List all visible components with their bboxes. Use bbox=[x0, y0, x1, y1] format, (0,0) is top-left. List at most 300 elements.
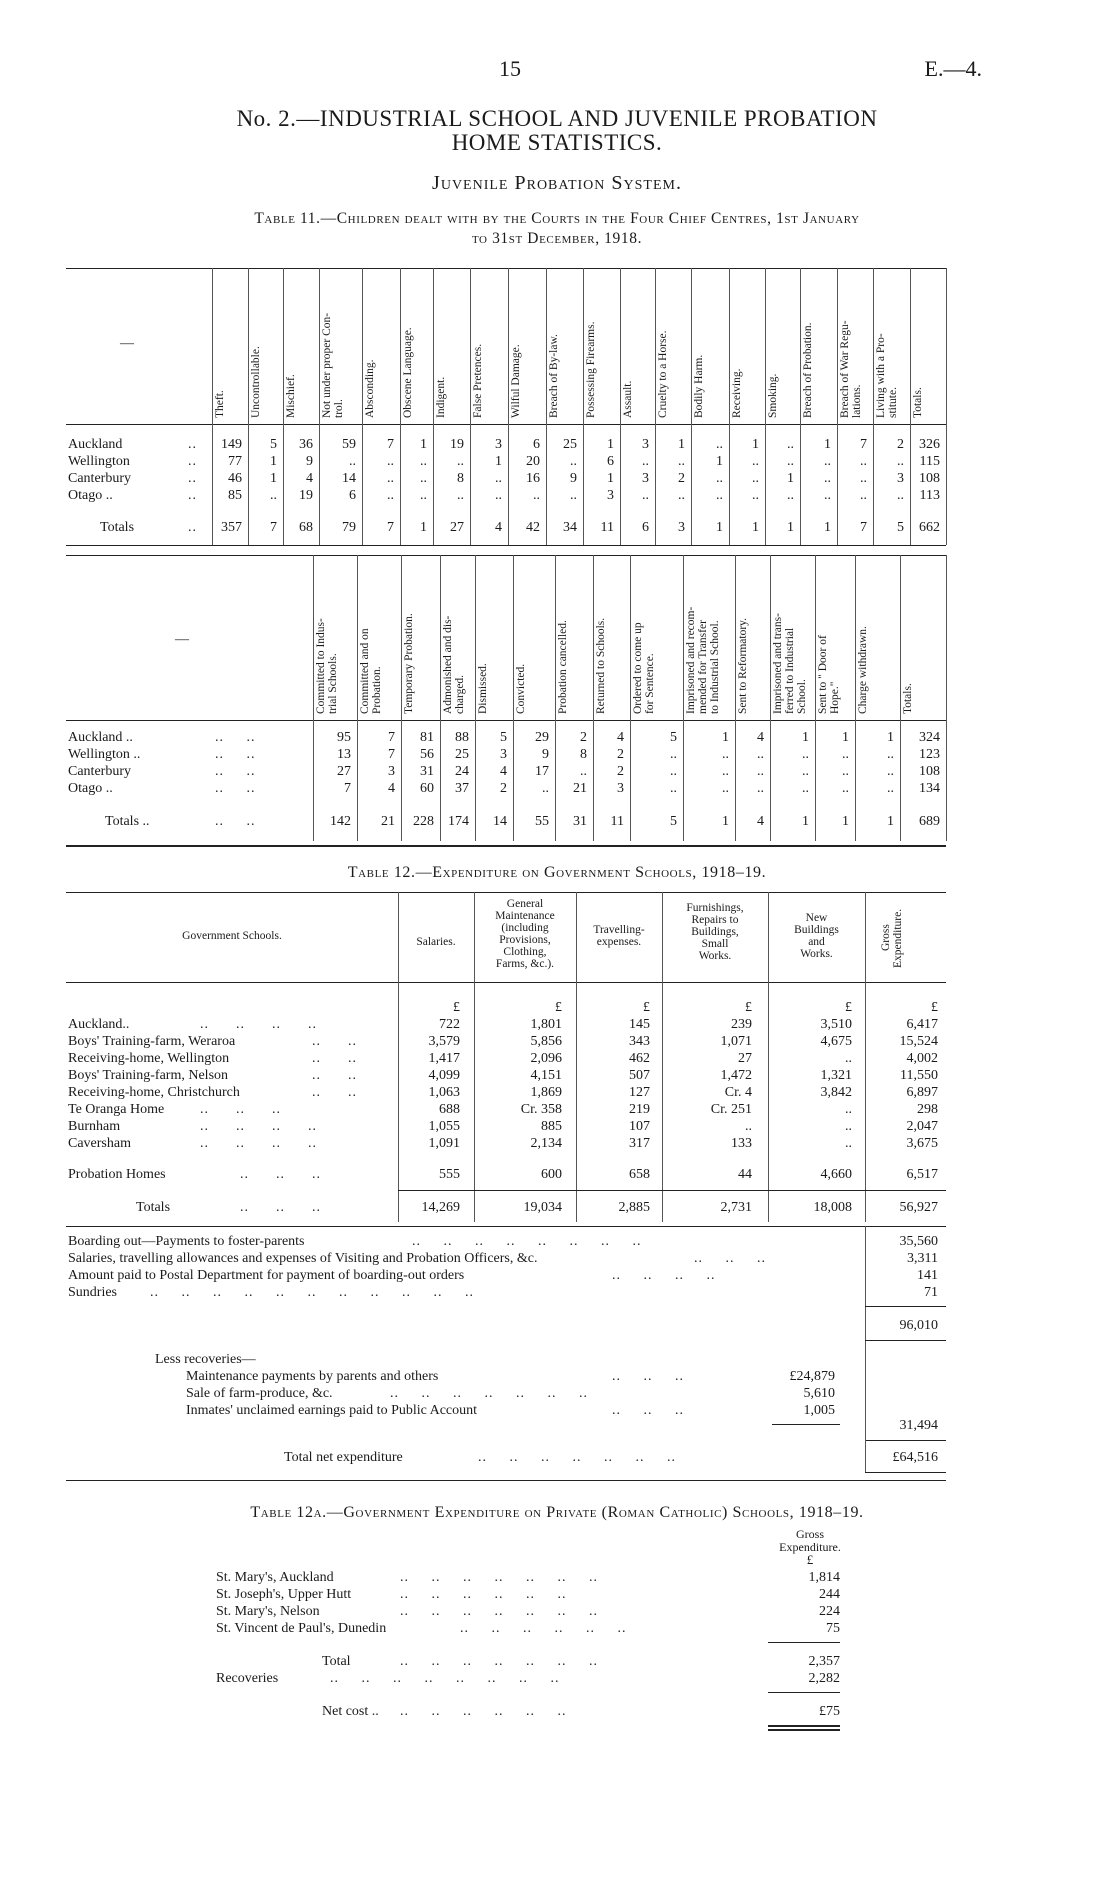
table11-part2-totals-cell: 1 bbox=[722, 814, 729, 829]
table11-part1-column-header: Totals. bbox=[912, 387, 924, 418]
table12a-net-double-rule-2 bbox=[768, 1729, 840, 1731]
table11-part2-cell: .. bbox=[842, 764, 849, 779]
table12-recovery-value: £24,879 bbox=[789, 1369, 835, 1384]
table12-extra-label: Sundries bbox=[68, 1285, 117, 1300]
table11-part2-row-dots: .. .. bbox=[215, 730, 256, 745]
table11-part1-column-header: Mischief. bbox=[285, 374, 297, 418]
table12-cell: 462 bbox=[629, 1051, 650, 1066]
table11-part2-cell: 81 bbox=[420, 730, 434, 745]
table11-part2-cell: .. bbox=[802, 747, 809, 762]
table12a-row-dots: .. .. .. .. .. .. bbox=[460, 1621, 627, 1636]
table11-part1-totals-cell: 357 bbox=[221, 520, 242, 535]
table11-part1-cell: .. bbox=[387, 471, 394, 486]
table11-part2-header-rule bbox=[66, 720, 946, 721]
table12-cell: 4,099 bbox=[428, 1068, 460, 1083]
table12-extra-value: 71 bbox=[924, 1285, 938, 1300]
table12-cell: .. bbox=[745, 1119, 752, 1134]
table12-extra-dots: .. .. .. .. .. .. .. .. bbox=[412, 1234, 642, 1249]
table12-cell: 15,524 bbox=[899, 1034, 938, 1049]
table11-part2-cell: 5 bbox=[500, 730, 507, 745]
table12-totals-cell: 18,008 bbox=[813, 1200, 852, 1215]
column-rule bbox=[946, 268, 947, 545]
table11-part1-bottom-rule bbox=[66, 545, 946, 546]
table12-cell: 3,842 bbox=[820, 1085, 852, 1100]
table11-part1-totals-cell: 1 bbox=[824, 520, 831, 535]
table12a-row-label: St. Mary's, Auckland bbox=[216, 1570, 334, 1585]
table11-part2-totals-cell: 174 bbox=[448, 814, 469, 829]
table11-part1-stub-dash: — bbox=[120, 336, 134, 351]
table11-part1-totals-cell: 7 bbox=[270, 520, 277, 535]
table11-part1-cell: 6 bbox=[607, 454, 614, 469]
table11-part2-cell: 324 bbox=[919, 730, 940, 745]
table11-part1-column-header: Living with a Pro- stitute. bbox=[875, 333, 899, 418]
table11-part1-cell: .. bbox=[860, 471, 867, 486]
table12-cell: 317 bbox=[629, 1136, 650, 1151]
table11-part2-cell: .. bbox=[722, 764, 729, 779]
table12-currency: £ bbox=[745, 1000, 752, 1015]
table12-cell: Cr. 251 bbox=[710, 1102, 752, 1117]
table11-part2-cell: .. bbox=[842, 781, 849, 796]
table12a-row-value: 75 bbox=[826, 1621, 840, 1636]
table11-part2-cell: 5 bbox=[670, 730, 677, 745]
table12-cell: 11,550 bbox=[900, 1068, 938, 1083]
table12-subtotal: 96,010 bbox=[899, 1318, 938, 1333]
table11-part2-row-dots: .. .. bbox=[215, 764, 256, 779]
table12a-net-rule bbox=[768, 1692, 840, 1693]
table12-currency: £ bbox=[555, 1000, 562, 1015]
table11-part2-totals-cell: 21 bbox=[381, 814, 395, 829]
table12a-total-rule bbox=[768, 1642, 840, 1643]
table12-cell: .. bbox=[845, 1136, 852, 1151]
table11-part2-totals-label: Totals .. bbox=[105, 814, 150, 829]
table12-cell: 4,675 bbox=[820, 1034, 852, 1049]
table12-cell: 2,047 bbox=[906, 1119, 938, 1134]
table11-part2-cell: 27 bbox=[337, 764, 351, 779]
table11-part1-column-header: Smoking. bbox=[767, 373, 779, 418]
table11-part2-cell: 4 bbox=[500, 764, 507, 779]
table12-row-dots: .. .. bbox=[312, 1068, 357, 1083]
table12-header-salaries: Salaries. bbox=[416, 936, 456, 948]
table12-row-label: Receiving-home, Christchurch bbox=[68, 1085, 240, 1100]
table11-part1-cell: .. bbox=[570, 454, 577, 469]
table12-probation-cell: 4,660 bbox=[820, 1167, 852, 1182]
table11-part2-row-dots: .. .. bbox=[215, 747, 256, 762]
table12a-title: Table 12a.—Government Expenditure on Private (Roman Catholic) Schools, 1918–19. bbox=[250, 1504, 864, 1521]
table11-part2-column-header: Dismissed. bbox=[477, 663, 489, 714]
table12-cell: 4,151 bbox=[530, 1068, 562, 1083]
table11-part2-row-label: Otago .. bbox=[68, 781, 113, 796]
table11-part1-column-header: False Pretences. bbox=[472, 343, 484, 418]
table11-part1-cell: .. bbox=[897, 454, 904, 469]
table12-cell: 722 bbox=[439, 1017, 460, 1032]
table11-part2-cell: .. bbox=[542, 781, 549, 796]
table12-extra-label: Boarding out—Payments to foster-parents bbox=[68, 1234, 305, 1249]
table11-part2-cell: 123 bbox=[919, 747, 940, 762]
table11-part1-cell: 36 bbox=[299, 437, 313, 452]
table11-part1-cell: .. bbox=[387, 488, 394, 503]
table12-row-label: Auckland.. bbox=[68, 1017, 130, 1032]
table12-cell: 127 bbox=[629, 1085, 650, 1100]
column-rule bbox=[770, 555, 771, 841]
table11-part2-totals-cell: 142 bbox=[330, 814, 351, 829]
table11-part1-totals-cell: 68 bbox=[299, 520, 313, 535]
table11-part1-cell: .. bbox=[716, 488, 723, 503]
table12-recoveries-total: 31,494 bbox=[899, 1418, 938, 1433]
table11-part1-totals-cell: 27 bbox=[450, 520, 464, 535]
table11-part1-cell: 2 bbox=[897, 437, 904, 452]
table12a-header-gross: Gross bbox=[795, 1527, 824, 1541]
table11-part2-cell: 24 bbox=[455, 764, 469, 779]
table11-part2-totals-cell: 228 bbox=[413, 814, 434, 829]
column-rule bbox=[357, 555, 358, 841]
table12-cell: .. bbox=[845, 1051, 852, 1066]
table11-part1-totals-label: Totals bbox=[100, 520, 135, 535]
table12-cell: 1,472 bbox=[720, 1068, 752, 1083]
table11-part2-cell: .. bbox=[757, 747, 764, 762]
table11-part1-cell: 4 bbox=[306, 471, 313, 486]
table11-part1-cell: 6 bbox=[533, 437, 540, 452]
table12-row-dots: .. .. bbox=[312, 1085, 357, 1100]
table11-part2-totals-cell: 14 bbox=[493, 814, 507, 829]
table11-part2-cell: 21 bbox=[573, 781, 587, 796]
column-rule bbox=[593, 555, 594, 841]
table12-recovery-value: 1,005 bbox=[803, 1403, 835, 1418]
table11-part2-column-header: Imprisoned and recom- mended for Transfer to Industrial School. bbox=[685, 606, 721, 714]
table11-part1-cell: .. bbox=[495, 488, 502, 503]
table11-part2-cell: 4 bbox=[617, 730, 624, 745]
column-rule bbox=[865, 1440, 866, 1472]
table12-cell: .. bbox=[845, 1102, 852, 1117]
table12-extra-value: 141 bbox=[917, 1268, 938, 1283]
table11-part2-cell: 29 bbox=[535, 730, 549, 745]
table11-part2-cell: 31 bbox=[420, 764, 434, 779]
table11-part2-totals-cell: 31 bbox=[573, 814, 587, 829]
table12-cell: 5,856 bbox=[530, 1034, 562, 1049]
table12-body-rule bbox=[66, 1226, 946, 1227]
table11-part2-row-label: Auckland .. bbox=[68, 730, 133, 745]
table12-header-maintenance: General Maintenance (including Provisions, Clothing, Farms, &c.). bbox=[495, 898, 555, 970]
table12-row-dots: .. .. bbox=[312, 1051, 357, 1066]
table12-cell: 3,510 bbox=[820, 1017, 852, 1032]
table11-title-line2: to 31st December, 1918. bbox=[471, 230, 643, 247]
table12-extra-value: 35,560 bbox=[899, 1234, 938, 1249]
table11-part2-cell: .. bbox=[802, 764, 809, 779]
table12-recovery-dots: .. .. .. .. .. .. .. bbox=[390, 1386, 588, 1401]
table11-part1-cell: 1 bbox=[716, 454, 723, 469]
table11-part2-cell: 108 bbox=[919, 764, 940, 779]
table11-part2-cell: 1 bbox=[842, 730, 849, 745]
table11-part2-column-header: Temporary Probation. bbox=[403, 613, 415, 714]
table11-part2-cell: 25 bbox=[455, 747, 469, 762]
table11-part2-cell: 7 bbox=[388, 730, 395, 745]
table11-part1-cell: .. bbox=[824, 488, 831, 503]
table11-part2-cell: 3 bbox=[500, 747, 507, 762]
table12a-row-label: St. Mary's, Nelson bbox=[216, 1604, 320, 1619]
table11-part2-column-header: Committed to Indus- trial Schools. bbox=[315, 618, 339, 714]
table12-cell: 507 bbox=[629, 1068, 650, 1083]
table11-part1-column-header: Breach of War Regu- lations. bbox=[839, 320, 863, 418]
table11-part2-column-header: Committed and on Probation. bbox=[359, 628, 383, 714]
table11-part1-row-dots: .. bbox=[188, 471, 197, 486]
table11-part2-cell: 9 bbox=[542, 747, 549, 762]
table12-net-label: Total net expenditure bbox=[284, 1450, 403, 1465]
table11-part1-column-header: Bodily Harm. bbox=[693, 354, 705, 418]
table12-header-new-buildings: New Buildings and Works. bbox=[794, 912, 839, 960]
table12-subtotal-rule-2 bbox=[865, 1340, 946, 1341]
table12a-total-label: Total bbox=[322, 1654, 351, 1669]
table11-part2-column-header: Admonished and dis- charged. bbox=[442, 615, 466, 714]
table11-part2-cell: .. bbox=[757, 781, 764, 796]
table12-extra-value: 3,311 bbox=[907, 1251, 938, 1266]
table11-part2-column-header: Ordered to come up for Sentence. bbox=[632, 622, 656, 714]
table12-row-label: Caversham bbox=[68, 1136, 131, 1151]
table12-cell: 3,675 bbox=[906, 1136, 938, 1151]
table12a-recoveries-dots: .. .. .. .. .. .. .. .. bbox=[330, 1671, 560, 1686]
table11-part2-cell: 56 bbox=[420, 747, 434, 762]
table12a-recoveries-value: 2,282 bbox=[808, 1671, 840, 1686]
table11-part1-column-header: Obscene Language. bbox=[402, 327, 414, 418]
table12-header-travelling: Travelling- expenses. bbox=[593, 924, 645, 948]
table12a-total-dots: .. .. .. .. .. .. .. bbox=[400, 1654, 598, 1669]
table11-part2-totals-cell: 1 bbox=[887, 814, 894, 829]
table11-part1-cell: 115 bbox=[919, 454, 940, 469]
table11-part2-cell: 134 bbox=[919, 781, 940, 796]
table11-part1-cell: .. bbox=[752, 488, 759, 503]
page-number: 15 bbox=[499, 56, 521, 81]
table11-part1-cell: 1 bbox=[824, 437, 831, 452]
table11-part1-column-header: Wilful Damage. bbox=[510, 344, 522, 418]
table11-part1-cell: .. bbox=[457, 488, 464, 503]
table11-part1-totals-cell: 1 bbox=[420, 520, 427, 535]
table11-part2-column-header: Sent to Reformatory. bbox=[737, 617, 749, 714]
table12-probation-cell: 44 bbox=[738, 1167, 752, 1182]
table12-totals-dots: .. .. .. bbox=[240, 1200, 321, 1215]
table12-probation-cell: 658 bbox=[629, 1167, 650, 1182]
table11-part1-cell: .. bbox=[420, 488, 427, 503]
table11-part2-totals-cell: 689 bbox=[919, 814, 940, 829]
column-rule bbox=[735, 555, 736, 841]
table11-part2-column-header: Sent to " Door of Hope." bbox=[817, 635, 841, 714]
table12-probation-cell: 600 bbox=[541, 1167, 562, 1182]
table12-currency: £ bbox=[931, 1000, 938, 1015]
table11-part1-cell: 1 bbox=[787, 471, 794, 486]
table11-part2-cell: .. bbox=[670, 781, 677, 796]
table11-part1-cell: 19 bbox=[299, 488, 313, 503]
table11-part1-column-header: Theft. bbox=[214, 390, 226, 418]
table12-cell: 3,579 bbox=[428, 1034, 460, 1049]
table12a-recoveries-label: Recoveries bbox=[216, 1671, 279, 1686]
table12-bottom-rule bbox=[66, 1480, 946, 1481]
table12a-row-label: St. Joseph's, Upper Hutt bbox=[216, 1587, 352, 1602]
table12-totals-cell: 14,269 bbox=[421, 1200, 460, 1215]
table11-part2-cell: 1 bbox=[722, 730, 729, 745]
table12-cell: 219 bbox=[629, 1102, 650, 1117]
table12-cell: 2,134 bbox=[530, 1136, 562, 1151]
table11-part2-cell: 2 bbox=[500, 781, 507, 796]
table11-part1-cell: 6 bbox=[349, 488, 356, 503]
table11-part2-cell: .. bbox=[580, 764, 587, 779]
table12-probation-dots: .. .. .. bbox=[240, 1167, 321, 1182]
table11-part1-row-dots: .. bbox=[188, 437, 197, 452]
table12-recovery-label: Maintenance payments by parents and others bbox=[186, 1369, 439, 1384]
table11-part2-cell: .. bbox=[887, 747, 894, 762]
table11-part2-cell: 3 bbox=[388, 764, 395, 779]
table12-cell: 1,055 bbox=[428, 1119, 460, 1134]
table12-currency: £ bbox=[643, 1000, 650, 1015]
table11-part1-cell: 2 bbox=[678, 471, 685, 486]
table11-part2-totals-dots: .. .. bbox=[215, 814, 256, 829]
table11-part2-row-dots: .. .. bbox=[215, 781, 256, 796]
table11-part2-cell: .. bbox=[887, 781, 894, 796]
table11-part1-row-label: Otago .. bbox=[68, 488, 113, 503]
table11-part1-cell: .. bbox=[860, 454, 867, 469]
table12-header-rule bbox=[66, 982, 946, 983]
table11-part1-cell: .. bbox=[897, 488, 904, 503]
table11-part1-cell: .. bbox=[270, 488, 277, 503]
table12-net-value: £64,516 bbox=[892, 1450, 938, 1465]
table12-cell: 4,002 bbox=[906, 1051, 938, 1066]
table11-part1-cell: .. bbox=[420, 471, 427, 486]
table12-probation-cell: 555 bbox=[439, 1167, 460, 1182]
table11-part1-totals-cell: 34 bbox=[563, 520, 577, 535]
table11-part1-column-header: Breach of By-law. bbox=[548, 334, 560, 418]
table12-totals-label: Totals bbox=[136, 1200, 171, 1215]
table12-title: Table 12.—Expenditure on Government Schools, 1918–19. bbox=[347, 864, 767, 881]
table12a-net-double-rule-1 bbox=[768, 1725, 840, 1727]
table11-part1-cell: .. bbox=[678, 454, 685, 469]
table11-part2-cell: 37 bbox=[455, 781, 469, 796]
table12-probation-cell: 6,517 bbox=[906, 1167, 938, 1182]
column-rule bbox=[513, 555, 514, 841]
table12a-row-label: St. Vincent de Paul's, Dunedin bbox=[216, 1621, 387, 1636]
table11-part1-cell: 9 bbox=[306, 454, 313, 469]
table12a-net-dots: .. .. .. .. .. .. bbox=[400, 1704, 567, 1719]
table11-part2-cell: 7 bbox=[388, 747, 395, 762]
table11-part1-cell: 59 bbox=[342, 437, 356, 452]
table12a-row-dots: .. .. .. .. .. .. .. bbox=[400, 1570, 598, 1585]
table11-part1-totals-cell: 4 bbox=[495, 520, 502, 535]
table12-cell: 298 bbox=[917, 1102, 938, 1117]
table11-part1-row-label: Auckland bbox=[68, 437, 123, 452]
table12-totals-cell: 19,034 bbox=[523, 1200, 562, 1215]
table11-part1-column-header: Not under proper Con- trol. bbox=[321, 312, 345, 418]
table11-part1-cell: 3 bbox=[495, 437, 502, 452]
table11-part2-cell: 17 bbox=[535, 764, 549, 779]
table12-row-label: Receiving-home, Wellington bbox=[68, 1051, 230, 1066]
table12-row-dots: .. .. .. .. bbox=[200, 1119, 317, 1134]
table12-subtotal-rule bbox=[865, 1306, 946, 1307]
table11-part1-cell: 20 bbox=[526, 454, 540, 469]
table12-cell: 343 bbox=[629, 1034, 650, 1049]
table11-part2-totals-cell: 4 bbox=[757, 814, 764, 829]
table12-cell: 145 bbox=[629, 1017, 650, 1032]
table11-part2-totals-cell: 55 bbox=[535, 814, 549, 829]
table11-part2-bottom-rule bbox=[66, 845, 946, 847]
table11-part1-cell: 46 bbox=[228, 471, 242, 486]
table12-row-dots: .. .. .. .. bbox=[200, 1136, 317, 1151]
table12-recoveries-rule bbox=[772, 1424, 840, 1425]
table11-part1-column-header: Uncontrollable. bbox=[250, 346, 262, 418]
table12a-row-dots: .. .. .. .. .. .. bbox=[400, 1587, 567, 1602]
table11-part1-cell: .. bbox=[642, 488, 649, 503]
table11-part1-cell: .. bbox=[678, 488, 685, 503]
table11-part1-cell: .. bbox=[570, 488, 577, 503]
column-rule bbox=[900, 555, 901, 841]
table11-part1-cell: 326 bbox=[919, 437, 940, 452]
column-rule bbox=[946, 555, 947, 841]
table12-cell: 1,869 bbox=[530, 1085, 562, 1100]
table11-part1-cell: 3 bbox=[642, 437, 649, 452]
table11-part1-column-header: Receiving. bbox=[731, 368, 743, 418]
table11-part1-cell: 5 bbox=[270, 437, 277, 452]
table11-part2-stub-dash: — bbox=[175, 632, 189, 647]
table11-part2-cell: 1 bbox=[802, 730, 809, 745]
table12-header-gross: Gross Expenditure. bbox=[880, 908, 904, 968]
table11-part1-cell: 108 bbox=[919, 471, 940, 486]
table11-part1-totals-cell: 79 bbox=[342, 520, 356, 535]
table12-row-dots: .. .. bbox=[312, 1034, 357, 1049]
table11-part1-cell: .. bbox=[787, 488, 794, 503]
table11-part2-cell: 1 bbox=[887, 730, 894, 745]
table11-part2-cell: .. bbox=[757, 764, 764, 779]
table12-less-recoveries: Less recoveries— bbox=[155, 1352, 256, 1367]
column-rule bbox=[855, 555, 856, 841]
column-rule bbox=[815, 555, 816, 841]
table12-cell: 1,063 bbox=[428, 1085, 460, 1100]
table11-part1-cell: 7 bbox=[387, 437, 394, 452]
table11-part2-totals-cell: 1 bbox=[802, 814, 809, 829]
table11-part2-cell: .. bbox=[670, 747, 677, 762]
table11-part2-column-header: Charge withdrawn. bbox=[857, 626, 869, 714]
table11-part1-column-header: Cruelty to a Horse. bbox=[657, 330, 669, 418]
table11-part1-totals-cell: 6 bbox=[642, 520, 649, 535]
table11-part1-cell: 77 bbox=[228, 454, 242, 469]
table12-cell: Cr. 358 bbox=[520, 1102, 562, 1117]
table11-part1-cell: 1 bbox=[270, 471, 277, 486]
table11-part1-totals-cell: 1 bbox=[752, 520, 759, 535]
table11-part1-cell: 1 bbox=[678, 437, 685, 452]
table12a-net-value: £75 bbox=[819, 1704, 840, 1719]
table11-part1-cell: .. bbox=[752, 454, 759, 469]
table12-header-schools: Government Schools. bbox=[182, 930, 282, 942]
table12-net-rule bbox=[865, 1440, 946, 1441]
table11-part2-cell: .. bbox=[722, 747, 729, 762]
table11-part1-header-rule bbox=[66, 424, 946, 425]
table11-part2-cell: .. bbox=[887, 764, 894, 779]
table12-totals-cell: 56,927 bbox=[899, 1200, 938, 1215]
table12-recovery-label: Sale of farm-produce, &c. bbox=[186, 1386, 333, 1401]
table11-part1-row-label: Wellington bbox=[68, 454, 130, 469]
table12-cell: 688 bbox=[439, 1102, 460, 1117]
table12-totals-cell: 2,731 bbox=[720, 1200, 752, 1215]
table12-extra-dots: .. .. .. .. .. .. .. .. .. .. .. bbox=[150, 1285, 474, 1300]
table12-recovery-dots: .. .. .. bbox=[612, 1369, 684, 1384]
table12-totals-cell: 2,885 bbox=[618, 1200, 650, 1215]
table11-part2-cell: 4 bbox=[388, 781, 395, 796]
table11-part1-totals-dots: .. bbox=[188, 520, 197, 535]
table11-part1-top-rule bbox=[66, 268, 946, 269]
table11-part1-cell: 8 bbox=[457, 471, 464, 486]
table12-cell: 1,091 bbox=[428, 1136, 460, 1151]
column-rule bbox=[683, 555, 684, 841]
table11-part2-cell: 4 bbox=[757, 730, 764, 745]
table11-part1-totals-cell: 662 bbox=[919, 520, 940, 535]
table12-top-rule bbox=[66, 892, 946, 893]
table11-part2-totals-cell: 1 bbox=[842, 814, 849, 829]
table11-part2-totals-cell: 5 bbox=[670, 814, 677, 829]
column-rule bbox=[555, 555, 556, 841]
table11-part2-column-header: Imprisoned and trans- ferred to Industrial School. bbox=[772, 613, 808, 714]
